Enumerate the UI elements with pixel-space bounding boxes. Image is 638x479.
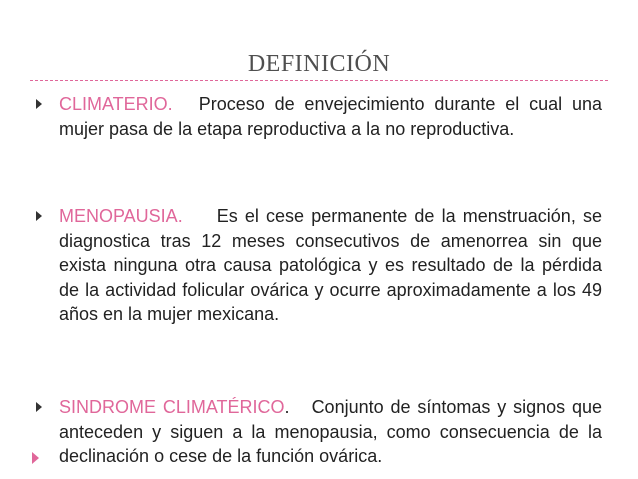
definition-text [59,92,602,141]
definition-term-period: . [284,397,290,417]
definition-body: Proceso de envejecimiento durante el cual una mujer pasa de la etapa reproductiva a la no reproductiva. [59,94,602,139]
definition-text [59,395,602,469]
bullet-arrow-icon [36,402,42,412]
title-divider [30,80,608,81]
definition-term: MENOPAUSIA. [59,206,183,226]
slide-marker-arrow-icon [32,452,39,464]
definition-term: CLIMATERIO. [59,94,173,114]
definition-body: Conjunto de síntomas y signos que anteceden y siguen a la menopausia, como consecuencia de la declinación o cese de la función ovárica. [59,397,603,466]
slide-title: DEFINICIÓN [247,51,391,77]
bullet-arrow-icon [36,211,42,221]
definition-text [59,204,602,327]
bullet-arrow-icon [36,99,42,109]
definition-body: Es el cese permanente de la menstruación, se diagnostica tras 12 meses consecutivos de amenorrea sin que exista ninguna otra causa patológica y es resultado de la pérdida de la actividad folicular ovárica y ocurre aproximadamente a los 49 años en la mujer mexicana. [59,206,602,324]
definition-term: SINDROME CLIMATÉRICO [59,397,285,417]
